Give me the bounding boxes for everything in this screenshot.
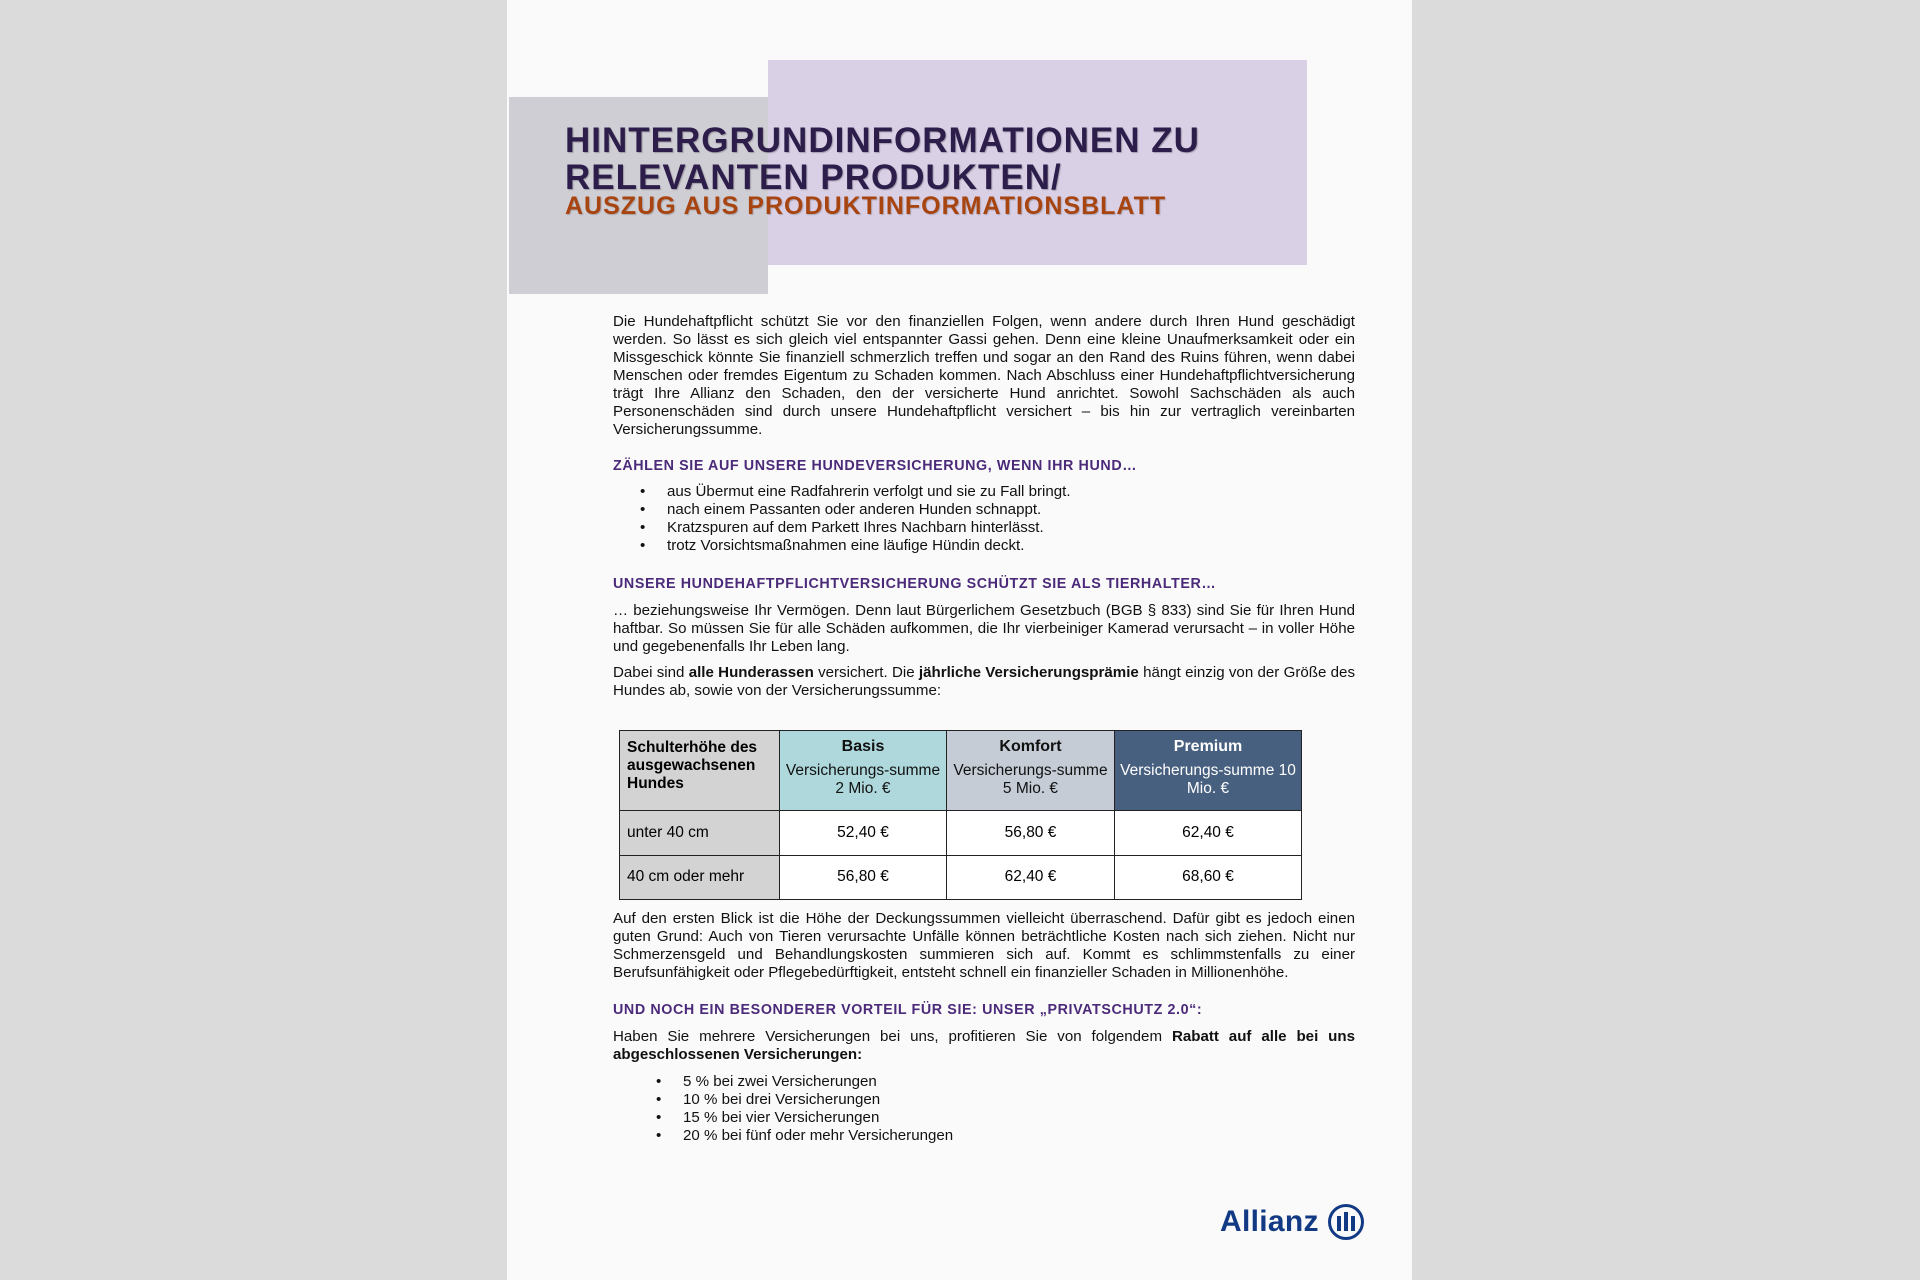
list-item: • aus Übermut eine Radfahrerin verfolgt und sie zu Fall bringt. <box>640 483 1071 500</box>
section2-paragraph-2: Dabei sind alle Hunderassen versichert. Die jährliche Versicherungsprämie hängt einzig von der Größe des Hundes ab, sowie von der Versicherungssumme: <box>613 664 1355 699</box>
table-row-label: unter 40 cm <box>620 811 780 856</box>
bullet-list-1 <box>613 483 1355 555</box>
list-item: • nach einem Passanten oder anderen Hunden schnappt. <box>640 501 1042 518</box>
table-row-label: 40 cm oder mehr <box>620 855 780 900</box>
table-cell: 62,40 € <box>947 855 1115 900</box>
section2-paragraph-1: … beziehungsweise Ihr Vermögen. Denn laut Bürgerlichem Gesetzbuch (BGB § 833) sind Sie für Ihren Hund haftbar. So müssen Sie für alle Schäden aufkommen, die Ihr vierbeiniger Kamerad verursacht – in voller Höhe und gegebenenfalls Ihr Leben lang. <box>613 602 1355 655</box>
table-header-row <box>620 731 1302 811</box>
table-header-premium: Premium Versicherungs-summe 10 Mio. € <box>1115 731 1302 811</box>
table-row <box>620 855 1302 900</box>
page-subtitle: AUSZUG AUS PRODUKTINFORMATIONSBLATT <box>565 192 1167 220</box>
table-header-basis: Basis Versicherungs-summe 2 Mio. € <box>780 731 947 811</box>
bullet-icon: • <box>656 1127 662 1144</box>
table-cell: 62,40 € <box>1115 811 1302 856</box>
section-heading-3: UND NOCH EIN BESONDERER VORTEIL FÜR SIE: UNSER „PRIVATSCHUTZ 2.0“: <box>613 1002 1203 1018</box>
bullet-icon: • <box>640 483 646 500</box>
bullet-icon: • <box>656 1091 662 1108</box>
table-cell: 68,60 € <box>1115 855 1302 900</box>
section-heading-2: UNSERE HUNDEHAFTPFLICHTVERSICHERUNG SCHÜTZT SIE ALS TIERHALTER… <box>613 576 1217 592</box>
allianz-logo-text: Allianz <box>1220 1205 1319 1238</box>
table-header-label: Schulterhöhe des ausgewachsenen Hundes <box>620 731 780 811</box>
bullet-icon: • <box>656 1073 662 1090</box>
table-cell: 56,80 € <box>780 855 947 900</box>
list-item: • 15 % bei vier Versicherungen <box>656 1109 880 1126</box>
list-item: • 10 % bei drei Versicherungen <box>656 1091 881 1108</box>
after-table-paragraph: Auf den ersten Blick ist die Höhe der Deckungssummen vielleicht überraschend. Dafür gibt es jedoch einen guten Grund: Auch von Tieren verursachte Unfälle können beträchtliche Kosten nach sich ziehen. Nicht nur Schmerzensgeld und Behandlungskosten summieren sich auf. Kommt es schlimmstenfalls zu einer Berufsunfähigkeit oder Pflegebedürftigkeit, entsteht schnell ein finanzieller Schaden in Millionenhöhe. <box>613 910 1355 981</box>
list-item: • 5 % bei zwei Versicherungen <box>656 1073 877 1090</box>
list-item: • 20 % bei fünf oder mehr Versicherungen <box>656 1127 954 1144</box>
table-cell: 56,80 € <box>947 811 1115 856</box>
allianz-eagle-icon <box>1327 1203 1365 1241</box>
intro-paragraph: Die Hundehaftpflicht schützt Sie vor den finanziellen Folgen, wenn andere durch Ihren Hund geschädigt werden. So lässt es sich gleich viel entspannter Gassi gehen. Denn eine kleine Unaufmerksamkeit oder ein Missgeschick könnte Sie finanziell schmerzlich treffen und sogar an den Rand des Ruins führen, wenn dabei Menschen oder fremdes Eigentum zu Schaden kommen. Nach Abschluss einer Hundehaftpflichtversicherung trägt Ihre Allianz den Schaden, den der versicherte Hund anrichtet. Sowohl Sachschäden als auch Personenschäden sind durch unsere Hundehaftpflicht versichert – bis hin zur vertraglich vereinbarten Versicherungssumme. <box>613 313 1355 438</box>
document-content-lower <box>613 910 1355 1145</box>
document-content <box>613 313 1355 700</box>
section3-paragraph: Haben Sie mehrere Versicherungen bei uns, profitieren Sie von folgendem Rabatt auf alle bei uns abgeschlossenen Versicherungen: <box>613 1028 1356 1063</box>
list-item: • trotz Vorsichtsmaßnahmen eine läufige Hündin deckt. <box>640 537 1025 554</box>
list-item: • Kratzspuren auf dem Parkett Ihres Nachbarn hinterlässt. <box>640 519 1044 536</box>
table-header-komfort: Komfort Versicherungs-summe 5 Mio. € <box>947 731 1115 811</box>
bullet-list-2 <box>613 1073 1355 1145</box>
bullet-icon: • <box>640 501 646 518</box>
premium-table <box>619 730 1302 900</box>
title-line-2: RELEVANTEN PRODUKTEN/ <box>565 158 1062 197</box>
table-row <box>620 811 1302 856</box>
section-heading-1: ZÄHLEN SIE AUF UNSERE HUNDEVERSICHERUNG, WENN IHR HUND… <box>613 458 1138 474</box>
page-title <box>565 122 1285 196</box>
bullet-icon: • <box>656 1109 662 1126</box>
table-cell: 52,40 € <box>780 811 947 856</box>
allianz-logo <box>1220 1202 1365 1242</box>
bullet-icon: • <box>640 537 646 554</box>
bullet-icon: • <box>640 519 646 536</box>
title-line-1: HINTERGRUNDINFORMATIONEN ZU <box>565 121 1200 160</box>
